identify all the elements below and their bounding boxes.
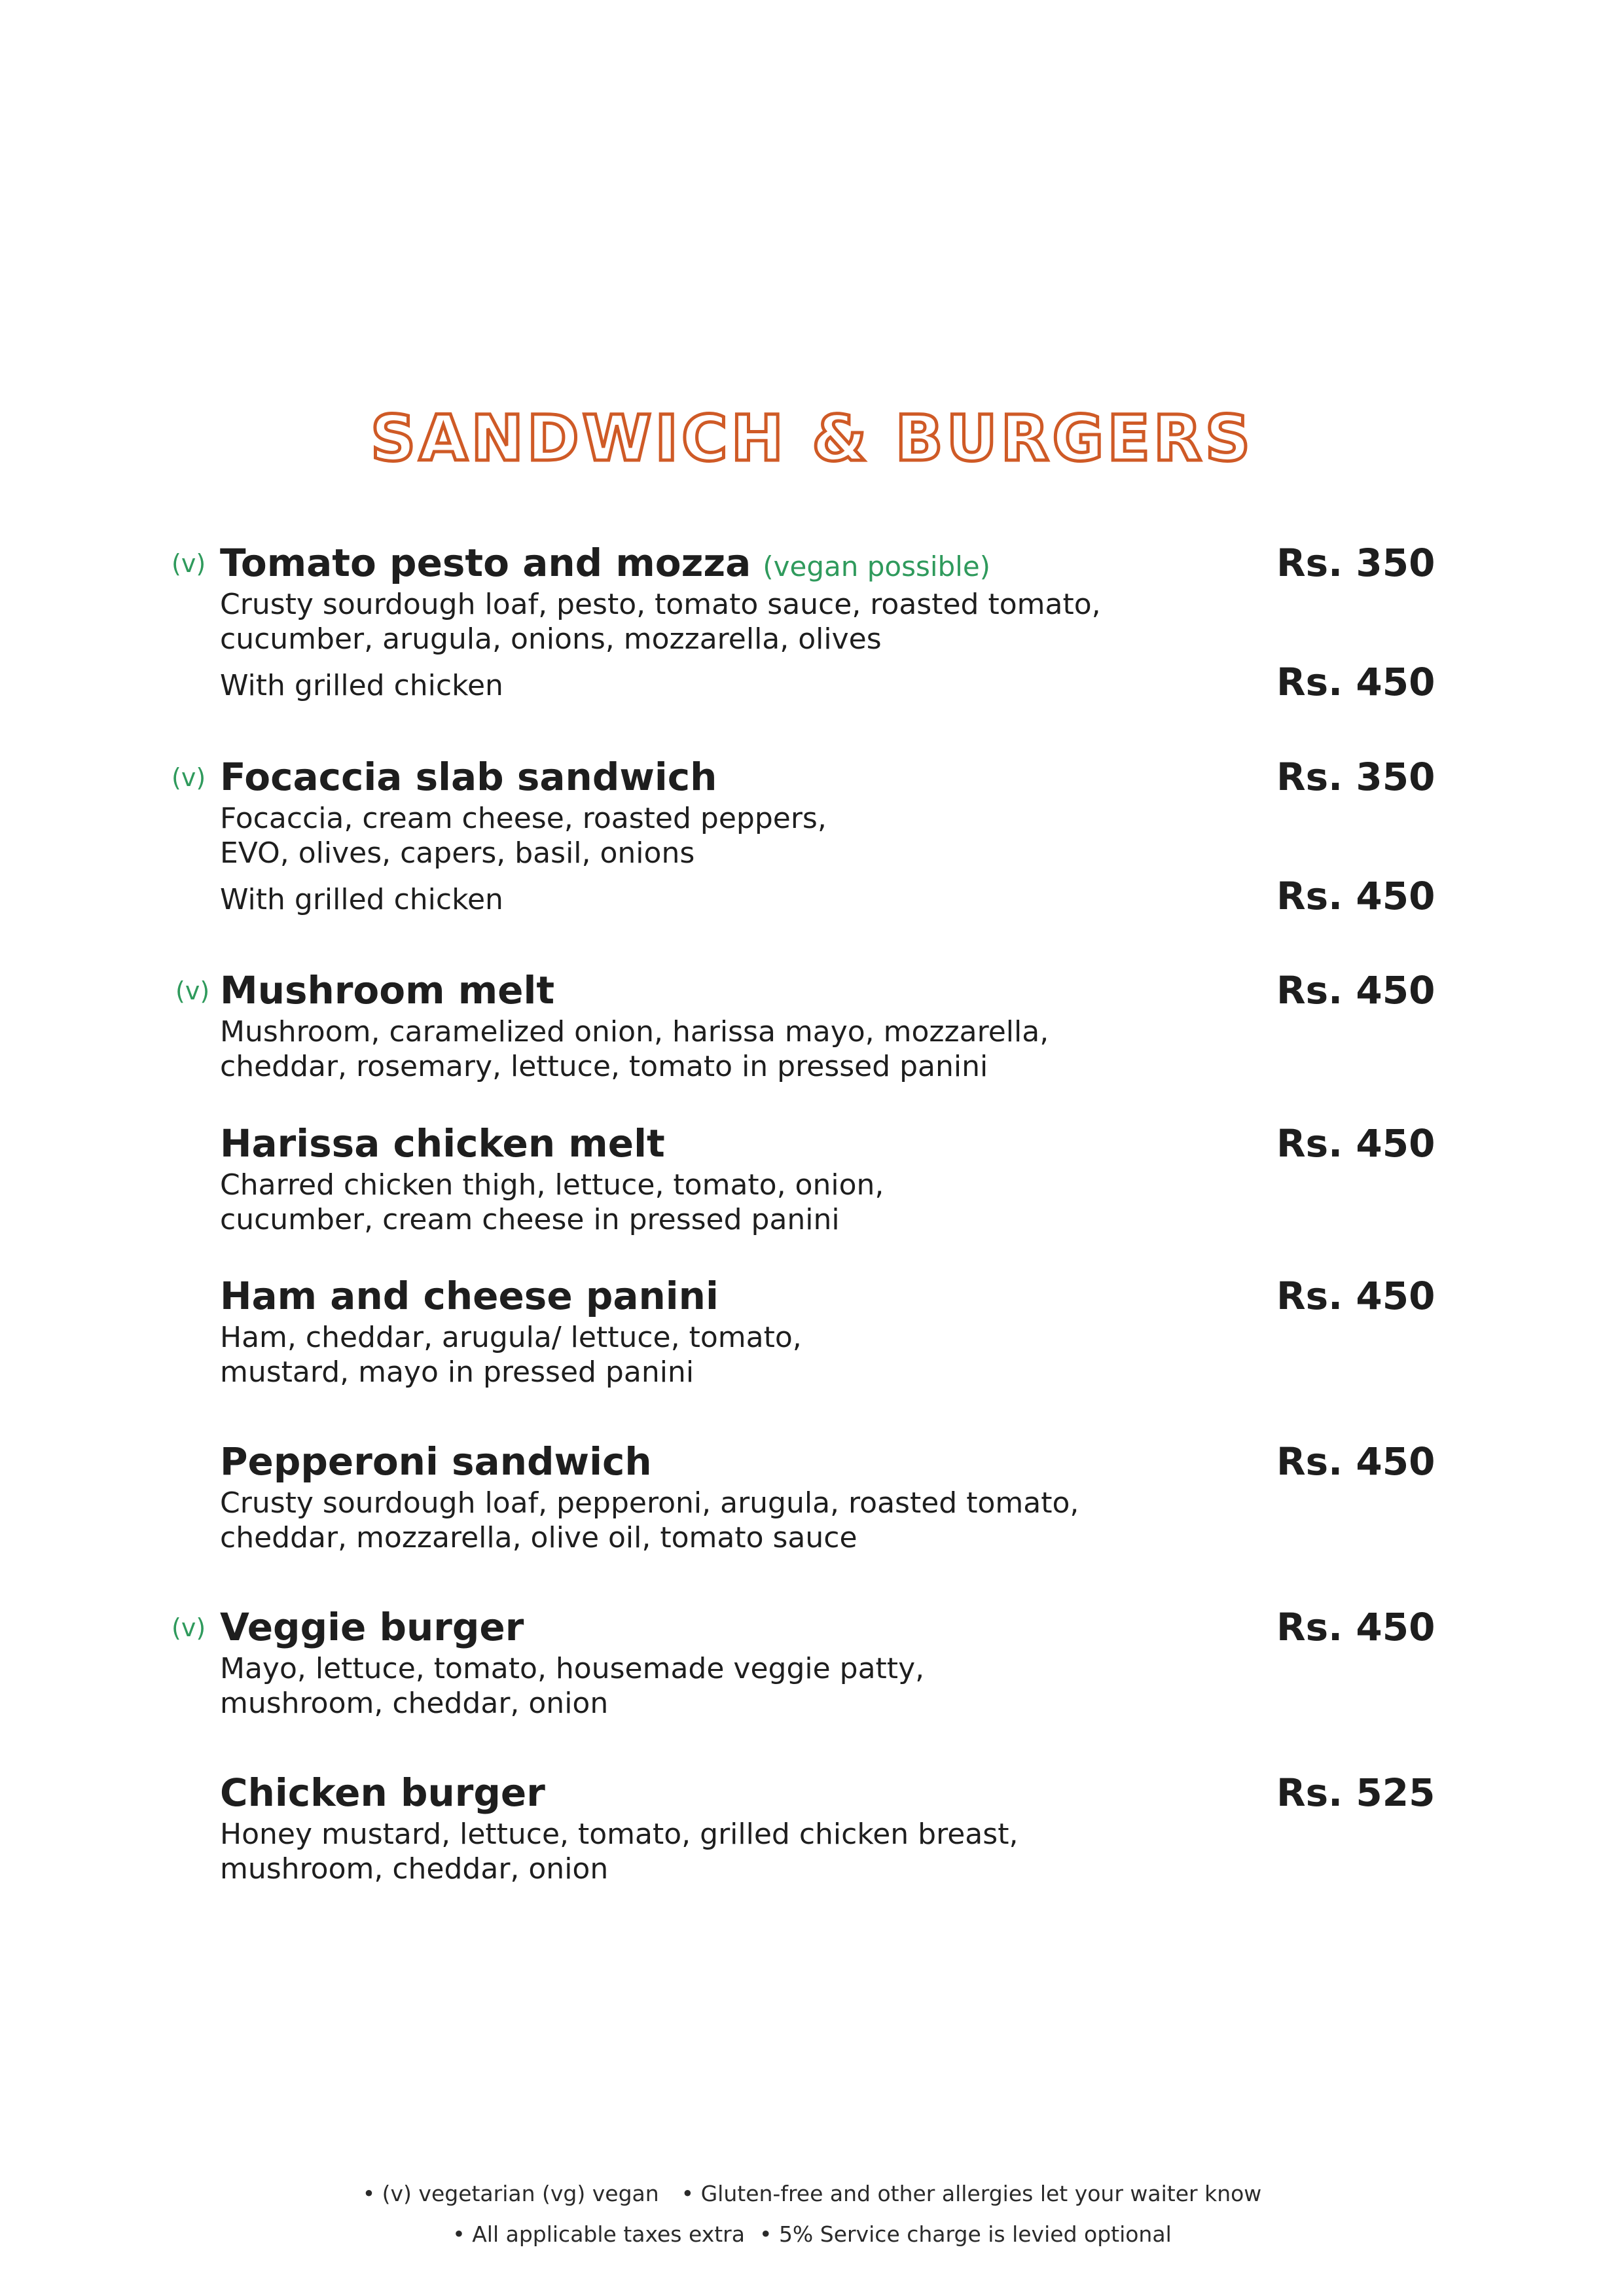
description-line: cucumber, cream cheese in pressed panini	[220, 1203, 840, 1236]
footer-line	[0, 2220, 1624, 2249]
description-line: Honey mustard, lettuce, tomato, grilled chicken breast,	[220, 1818, 1019, 1851]
description-line: mustard, mayo in pressed panini	[220, 1355, 695, 1389]
item-description	[220, 1014, 1049, 1084]
description-line: cheddar, rosemary, lettuce, tomato in pressed panini	[220, 1050, 988, 1083]
item-price: Rs. 450	[1276, 1274, 1435, 1318]
vegetarian-tag: (v)	[175, 977, 210, 1005]
item-name: Focaccia slab sandwich	[220, 755, 717, 799]
description-line: cucumber, arugula, onions, mozzarella, olives	[220, 622, 882, 656]
item-price: Rs. 450	[1276, 968, 1435, 1013]
item-name-text: Tomato pesto and mozza	[220, 541, 751, 585]
item-price: Rs. 450	[1276, 1121, 1435, 1166]
footer-note: • All applicable taxes extra	[452, 2221, 745, 2247]
item-price: Rs. 350	[1276, 755, 1435, 799]
footer-line	[0, 2179, 1624, 2208]
description-line: mushroom, cheddar, onion	[220, 1687, 609, 1720]
item-description	[220, 1486, 1079, 1555]
item-name: Pepperoni sandwich	[220, 1439, 652, 1484]
description-line: Mayo, lettuce, tomato, housemade veggie patty,	[220, 1652, 925, 1685]
item-name: Mushroom melt	[220, 968, 555, 1013]
description-line: cheddar, mozzarella, olive oil, tomato sauce	[220, 1521, 857, 1554]
item-price: Rs. 525	[1276, 1770, 1435, 1815]
description-line: Crusty sourdough loaf, pepperoni, arugula, roasted tomato,	[220, 1486, 1079, 1520]
item-description	[220, 1651, 924, 1721]
item-description	[220, 1320, 802, 1390]
vegetarian-tag: (v)	[171, 549, 206, 578]
vegetarian-tag: (v)	[171, 1613, 206, 1642]
description-line: Ham, cheddar, arugula/ lettuce, tomato,	[220, 1321, 802, 1354]
footer-note: • 5% Service charge is levied optional	[759, 2221, 1172, 2247]
item-price: Rs. 450	[1276, 1605, 1435, 1649]
item-description	[220, 1817, 1018, 1886]
description-line: EVO, olives, capers, basil, onions	[220, 836, 695, 870]
page-title: SANDWICH & BURGERS	[370, 402, 1254, 475]
item-description	[220, 1168, 884, 1237]
item-name: Harissa chicken melt	[220, 1121, 665, 1166]
addon-label: With grilled chicken	[220, 883, 503, 916]
vegetarian-tag: (v)	[171, 763, 206, 792]
description-line: Focaccia, cream cheese, roasted peppers,	[220, 802, 827, 835]
footer-note: • (v) vegetarian (vg) vegan	[362, 2181, 659, 2206]
description-line: mushroom, cheddar, onion	[220, 1852, 609, 1886]
item-description	[220, 801, 827, 870]
addon-label: With grilled chicken	[220, 669, 503, 702]
item-name: Ham and cheese panini	[220, 1274, 719, 1318]
item-name: Chicken burger	[220, 1770, 545, 1815]
item-name	[220, 540, 990, 590]
description-line: Crusty sourdough loaf, pesto, tomato sauce, roasted tomato,	[220, 588, 1101, 621]
item-note: (vegan possible)	[763, 550, 991, 583]
item-name: Veggie burger	[220, 1605, 524, 1649]
description-line: Charred chicken thigh, lettuce, tomato, onion,	[220, 1168, 884, 1202]
item-price: Rs. 350	[1276, 541, 1435, 585]
footer-note: • Gluten-free and other allergies let your waiter know	[681, 2181, 1262, 2206]
addon-price: Rs. 450	[1276, 874, 1435, 918]
item-description	[220, 587, 1101, 656]
item-price: Rs. 450	[1276, 1439, 1435, 1484]
description-line: Mushroom, caramelized onion, harissa mayo, mozzarella,	[220, 1015, 1049, 1049]
addon-price: Rs. 450	[1276, 660, 1435, 704]
